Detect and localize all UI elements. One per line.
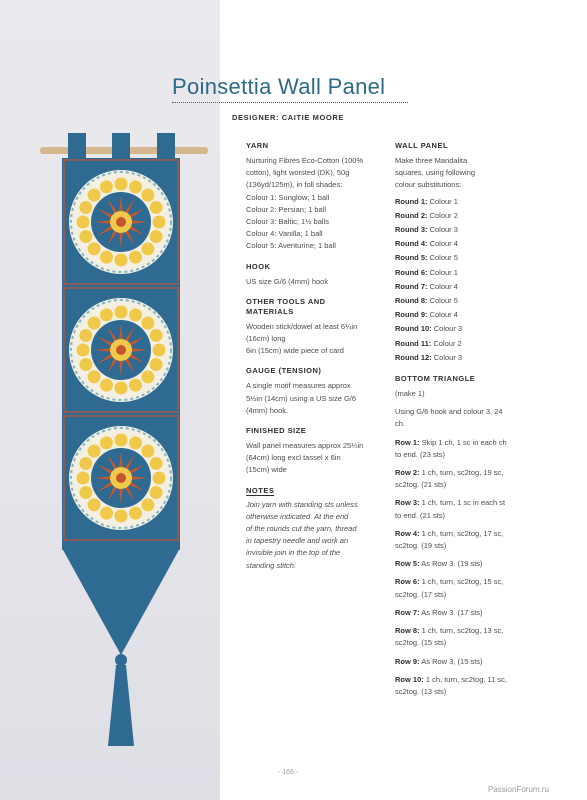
- rounds-list: [395, 196, 535, 364]
- motif-petal: [77, 472, 90, 485]
- round-item: [395, 338, 535, 350]
- round-item: [395, 267, 535, 279]
- row-text: As Row 3. (19 sts): [419, 559, 483, 569]
- finished-size-heading: FINISHED SIZE: [246, 426, 307, 436]
- motif-petal: [150, 457, 163, 470]
- wall-panel-intro: Make three Mandalita: [395, 156, 468, 165]
- motif-petal: [141, 317, 154, 330]
- motif-petal: [88, 317, 101, 330]
- round-label: Round 9:: [395, 310, 428, 320]
- motif-petal: [79, 201, 92, 214]
- finished-size-line: Wall panel measures approx 25¼in: [246, 441, 364, 451]
- motif-petal: [153, 216, 166, 229]
- row-text: 1 ch, turn, sc2tog, 19 sc,: [419, 468, 504, 478]
- other-tools-heading: OTHER TOOLS AND: [246, 296, 326, 306]
- motif-petal: [129, 379, 142, 392]
- motif-petal: [141, 445, 154, 458]
- notes-line: standing stitch.: [246, 560, 297, 570]
- row-item: [395, 467, 535, 491]
- notes-line: invisible join in the top of the: [246, 548, 341, 558]
- motif-petal: [129, 180, 142, 193]
- bottom-triangle-make: (make 1): [395, 389, 425, 399]
- round-item: [395, 224, 535, 236]
- yarn-line: Colour 2: Persian; 1 ball: [246, 204, 327, 214]
- round-label: Round 6:: [395, 267, 428, 277]
- round-label: Round 8:: [395, 296, 428, 306]
- motif-petal: [129, 436, 142, 449]
- instructions-column: [395, 141, 535, 698]
- round-colour: Colour 2: [427, 210, 458, 220]
- row-text: 1 ch, turn, sc2tog, 15 sc,: [419, 577, 504, 587]
- motif-petal: [150, 329, 163, 342]
- round-label: Round 1:: [395, 196, 428, 206]
- row-line: [395, 589, 535, 601]
- motif-petal: [100, 379, 113, 392]
- finished-size-line: (64cm) long excl tassel x 6in: [246, 453, 341, 463]
- mandala-motif: [64, 416, 178, 540]
- yarn-line: Nurturing Fibres Eco-Cotton (100%: [246, 156, 364, 165]
- bottom-triangle-heading: BOTTOM TRIANGLE: [395, 374, 476, 384]
- designer-credit: DESIGNER: CAITIE MOORE: [232, 113, 344, 122]
- row-line: [395, 528, 535, 540]
- hook-line: US size G/6 (4mm) hook: [246, 276, 329, 286]
- motif-petal: [115, 382, 128, 395]
- row-text: sc2tog. (15 sts): [395, 638, 447, 648]
- other-tools-line: (16cm) long: [246, 334, 286, 344]
- motif-petal: [115, 254, 128, 267]
- round-colour: Colour 5: [427, 296, 458, 306]
- watermark: PassionForum.ru: [488, 785, 549, 794]
- rows-list: [395, 437, 535, 698]
- yarn-line: Colour 5: Aventurine; 1 ball: [246, 241, 336, 251]
- wall-panel-intro: colour substitutions:: [395, 180, 462, 190]
- row-text: sc2tog. (17 sts): [395, 589, 447, 599]
- motif-petal: [100, 180, 113, 193]
- row-item: [395, 497, 535, 521]
- motif-petal: [79, 230, 92, 243]
- row-line: [395, 558, 535, 570]
- wall-panel-heading: WALL PANEL: [395, 141, 449, 150]
- title-divider: [172, 102, 408, 103]
- row-text: 1 ch, turn, 1 sc in each st: [419, 498, 506, 508]
- motif-petal: [88, 189, 101, 202]
- row-line: [395, 510, 535, 522]
- row-line: [395, 467, 535, 479]
- row-line: [395, 449, 535, 461]
- hook-heading: HOOK: [246, 261, 271, 271]
- notes-line: in tapestry needle and work an: [246, 536, 349, 546]
- motif-petal: [150, 358, 163, 371]
- motif-petal: [129, 308, 142, 321]
- page-number: - 166 -: [278, 769, 299, 776]
- round-label: Round 2:: [395, 210, 428, 220]
- row-line: [395, 637, 535, 649]
- row-label: Row 9:: [395, 656, 420, 666]
- yarn-line: Colour 3: Baltic; 1½ balls: [246, 217, 329, 227]
- notes-line: otherwise indicated. At the end: [246, 511, 349, 521]
- row-label: Row 4:: [395, 528, 420, 538]
- round-colour: Colour 4: [427, 281, 458, 291]
- round-label: Round 4:: [395, 239, 428, 249]
- round-colour: Colour 1: [427, 267, 458, 277]
- row-text: Skip 1 ch, 1 sc in each ch: [419, 437, 507, 447]
- motif-petal: [79, 486, 92, 499]
- row-line: [395, 576, 535, 588]
- motif-petal: [100, 251, 113, 264]
- bottom-triangle: [62, 548, 180, 655]
- round-label: Round 10:: [395, 324, 432, 334]
- row-label: Row 3:: [395, 498, 420, 508]
- row-text: sc2tog. (21 sts): [395, 480, 447, 490]
- motif-petal: [100, 436, 113, 449]
- mandala-motif: [64, 288, 178, 412]
- mandala-motif: [64, 160, 178, 284]
- round-item: [395, 238, 535, 250]
- round-colour: Colour 4: [427, 239, 458, 249]
- motif-petal: [153, 472, 166, 485]
- round-item: [395, 196, 535, 208]
- motif-petal: [129, 251, 142, 264]
- yarn-line: (136yd/125m), in foll shades:: [246, 180, 343, 190]
- round-colour: Colour 3: [427, 225, 458, 235]
- round-label: Round 5:: [395, 253, 428, 263]
- row-text: 1 ch, turn, sc2tog, 17 sc,: [419, 528, 504, 538]
- row-item: [395, 528, 535, 552]
- row-line: [395, 607, 535, 619]
- yarn-line: Colour 1: Sunglow; 1 ball: [246, 192, 330, 202]
- product-photo: [0, 0, 220, 800]
- round-item: [395, 295, 535, 307]
- motif-petal: [141, 242, 154, 255]
- row-label: Row 5:: [395, 559, 420, 569]
- row-line: [395, 625, 535, 637]
- row-line: [395, 437, 535, 449]
- round-label: Round 12:: [395, 352, 432, 362]
- yarn-heading: YARN: [246, 141, 269, 150]
- row-item: [395, 674, 535, 698]
- gauge-heading: GAUGE (TENSION): [246, 366, 322, 376]
- row-text: sc2tog. (19 sts): [395, 541, 447, 551]
- page-title: Poinsettia Wall Panel: [172, 74, 386, 99]
- motif-petal: [150, 201, 163, 214]
- row-text: to end. (21 sts): [395, 510, 446, 520]
- motif-petal: [115, 434, 128, 447]
- motif-petal: [129, 507, 142, 520]
- row-text: 1 ch, turn, sc2tog, 11 sc,: [423, 674, 508, 684]
- motif-petal: [77, 216, 90, 229]
- round-colour: Colour 5: [427, 253, 458, 263]
- row-item: [395, 607, 535, 619]
- motif-petal: [88, 370, 101, 383]
- notes-heading: NOTES: [246, 485, 275, 495]
- motif-petal: [77, 344, 90, 357]
- round-colour: Colour 2: [431, 338, 462, 348]
- round-item: [395, 252, 535, 264]
- hanging-tab: [157, 133, 175, 161]
- motif-petal: [88, 445, 101, 458]
- motif-center: [116, 473, 126, 483]
- motif-center: [116, 217, 126, 227]
- gauge-line: 5½in (14cm) using a US size G/6: [246, 393, 357, 403]
- tassel-knot: [115, 654, 127, 666]
- round-item: [395, 352, 535, 364]
- bottom-triangle-using: ch.: [395, 419, 406, 429]
- motif-petal: [100, 507, 113, 520]
- motif-petal: [141, 498, 154, 511]
- motif-petal: [115, 178, 128, 191]
- row-label: Row 6:: [395, 577, 420, 587]
- wall-panel-illustration: [0, 0, 220, 800]
- tassel: [108, 665, 134, 746]
- row-line: [395, 497, 535, 509]
- round-item: [395, 309, 535, 321]
- motif-petal: [79, 329, 92, 342]
- motif-petal: [115, 510, 128, 523]
- motif-center: [116, 345, 126, 355]
- row-line: [395, 674, 535, 686]
- round-colour: Colour 4: [427, 310, 458, 320]
- motif-petal: [88, 498, 101, 511]
- motif-petal: [141, 370, 154, 383]
- gauge-line: A single motif measures approx: [246, 381, 351, 391]
- motif-petal: [79, 457, 92, 470]
- row-text: sc2tog. (13 sts): [395, 686, 447, 696]
- other-tools-heading: MATERIALS: [246, 306, 294, 316]
- motif-petal: [153, 344, 166, 357]
- round-label: Round 11:: [395, 338, 432, 348]
- notes-line: Join yarn with standing sts unless: [246, 499, 358, 509]
- yarn-line: cotton), light worsted (DK), 50g: [246, 168, 350, 178]
- row-item: [395, 576, 535, 600]
- motif-petal: [150, 486, 163, 499]
- motif-petal: [88, 242, 101, 255]
- row-label: Row 1:: [395, 437, 420, 447]
- notes-line: of the rounds cut the yarn, thread: [246, 524, 357, 534]
- row-label: Row 8:: [395, 626, 420, 636]
- motif-petal: [115, 306, 128, 319]
- round-label: Round 7:: [395, 281, 428, 291]
- row-text: to end. (23 sts): [395, 449, 446, 459]
- hanging-tab: [68, 133, 86, 161]
- bottom-triangle-using: Using G/6 hook and colour 3, 24: [395, 407, 503, 417]
- gauge-line: (4mm) hook.: [246, 405, 289, 415]
- row-label: Row 7:: [395, 607, 420, 617]
- row-item: [395, 558, 535, 570]
- row-text: 1 ch, turn, sc2tog, 13 sc,: [419, 626, 504, 636]
- row-line: [395, 686, 535, 698]
- round-item: [395, 323, 535, 335]
- finished-size-line: (15cm) wide: [246, 465, 287, 475]
- yarn-line: Colour 4: Vanilla; 1 ball: [246, 229, 323, 239]
- motif-petal: [150, 230, 163, 243]
- round-label: Round 3:: [395, 225, 428, 235]
- motif-petal: [100, 308, 113, 321]
- row-line: [395, 540, 535, 552]
- row-item: [395, 656, 535, 668]
- row-item: [395, 625, 535, 649]
- motif-petal: [79, 358, 92, 371]
- motif-petal: [141, 189, 154, 202]
- row-text: As Row 3, (15 sts): [419, 656, 483, 666]
- row-label: Row 2:: [395, 468, 420, 478]
- row-item: [395, 437, 535, 461]
- row-line: [395, 656, 535, 668]
- wall-panel-intro: squares, using following: [395, 168, 476, 178]
- round-colour: Colour 3: [431, 352, 463, 362]
- row-line: [395, 479, 535, 491]
- materials-column: [246, 141, 386, 572]
- row-label: Row 10:: [395, 674, 424, 684]
- round-item: [395, 210, 535, 222]
- other-tools-line: Wooden stick/dowel at least 6¼in: [246, 321, 358, 331]
- round-colour: Colour 3: [431, 324, 463, 334]
- other-tools-line: 6in (15cm) wide piece of card: [246, 346, 344, 356]
- hanging-tab: [112, 133, 130, 161]
- round-item: [395, 281, 535, 293]
- row-text: As Row 3. (17 sts): [419, 607, 483, 617]
- round-colour: Colour 1: [427, 196, 458, 206]
